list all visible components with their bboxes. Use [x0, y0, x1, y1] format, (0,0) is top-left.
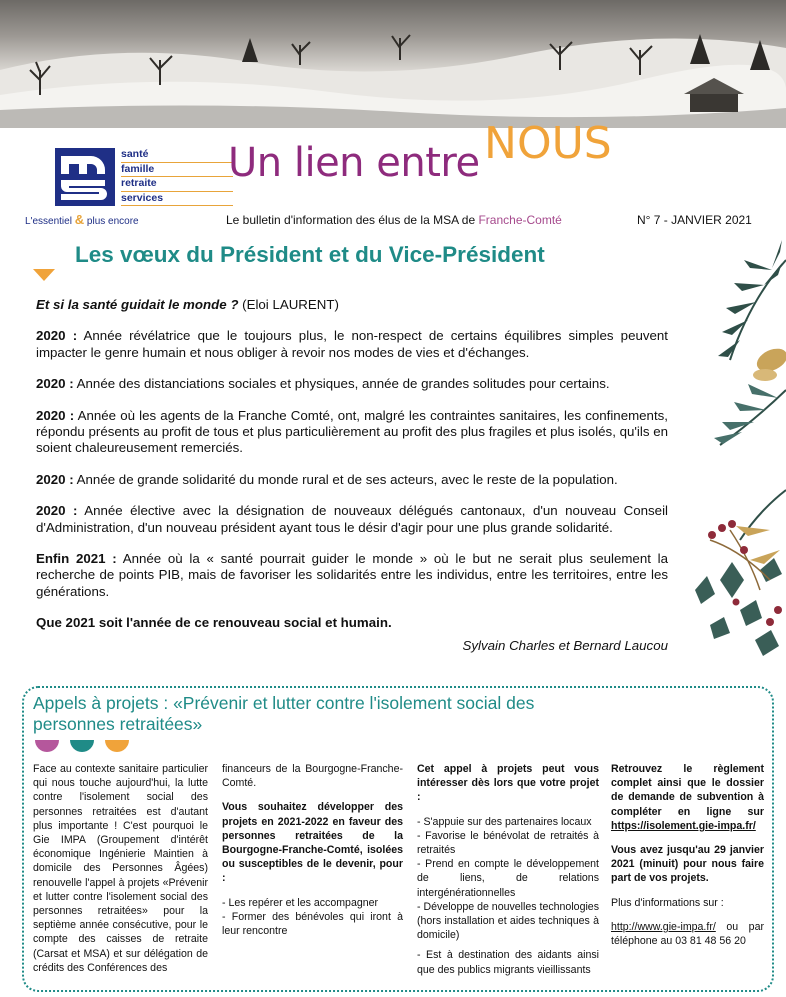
column-bold-text: Retrouvez le règlement complet ainsi que le dossier de demande de subvention à compléter en ligne sur	[611, 763, 764, 818]
msa-logo	[25, 148, 185, 228]
signature: Sylvain Charles et Bernard Laucou	[462, 637, 668, 653]
paragraph	[36, 408, 668, 457]
logo-line: services	[121, 192, 233, 207]
tagline-ampersand: &	[74, 212, 85, 227]
msa-logo-mark	[55, 148, 115, 206]
column-bold-text: Cet appel à projets peut vous intéresser dès lors que votre projet :	[417, 763, 599, 804]
header-banner-image	[0, 0, 786, 128]
tagline-part: plus encore	[86, 216, 139, 227]
list-item: - S'appuie sur des partenaires locaux	[417, 815, 592, 828]
box-column-3	[417, 762, 599, 977]
logo-line: retraite	[121, 177, 233, 192]
article-heading: Les vœux du Président et du Vice-Président	[75, 242, 545, 267]
winter-landscape-illustration	[0, 0, 786, 128]
subtitle-text: Le bulletin d'information des élus de la MSA de	[226, 213, 476, 227]
box-column-1	[33, 762, 208, 975]
paragraph-text: Année élective avec la désignation de nouveaux délégués cantonaux, d'un nouveau Conseil d'Administration, d'un nouveau président ayant tous le désir d'agir pour une plus grande solidarité.	[36, 503, 668, 535]
title-part-1: Un lien entre	[228, 140, 480, 186]
logo-tagline	[25, 212, 185, 227]
box-column-4	[611, 762, 764, 948]
list-item: - Former des bénévoles qui iront à leur rencontre	[222, 910, 403, 938]
list-item: - Les repérer et les accompagner	[222, 896, 379, 909]
paragraph-lead: 2020 :	[36, 376, 74, 392]
phone-text: ou par téléphone au 03 81 48 56 20	[611, 920, 764, 948]
box-column-2	[222, 762, 403, 938]
paragraph	[36, 551, 668, 600]
list-item: - Est à destination des aidants ainsi que des publics migrants vieillissants	[417, 949, 599, 976]
paragraph-lead: Enfin 2021 :	[36, 551, 117, 567]
logo-line: santé	[121, 148, 233, 163]
list-item: - Développe de nouvelles technologies (hors installation et aides techniques à domicile)	[417, 900, 599, 942]
paragraph-lead: 2020 :	[36, 503, 78, 519]
logo-line: famille	[121, 163, 233, 178]
list-item: - Prend en compte le développement de liens, de relations intergénérationnelles	[417, 858, 599, 899]
paragraph	[36, 472, 668, 488]
paragraph-text: Année où les agents de la Franche Comté, ont, malgré les contraintes sanitaires, les confinements, répondu présents au profit de tous et plus particulièrement au profit des plus fragiles et plus isolés, qu'ils en soient chaleureusement remerciés.	[36, 407, 668, 456]
column-bold-text: Vous souhaitez développer des projets en 2021-2022 en faveur des personnes retraitées de la Bourgogne-Franche-Comté, isolées ou susceptibles de le devenir, pour :	[222, 801, 403, 885]
paragraph	[36, 376, 668, 392]
triangle-marker-icon	[33, 269, 55, 281]
article-body	[36, 297, 668, 669]
holly-foliage-illustration	[660, 230, 786, 670]
newsletter-title	[228, 118, 612, 187]
info-text: Plus d'informations sur :	[611, 896, 724, 909]
tagline-part: L'essentiel	[25, 216, 72, 227]
column-text: Face au contexte sanitaire particulier qui nous touche aujourd'hui, la lutte contre l'isolement social des personnes retraitées est d'autant plus importante ! C'est pourquoi le Gie IMPA (Groupement d'intérêt économique Ingénierie Maintien à domicile des Personnes Âgées) renouvelle l'appel à projets «Prévenir et lutter contre l'isolement social des personnes retraitées» pour la septième année consécutive, pour le compte des caisses de retraite (Carsat et MSA) et sur délégation de crédits des Conférences des	[33, 763, 208, 974]
website-link[interactable]: http://www.gie-impa.fr/	[611, 920, 716, 933]
newsletter-subtitle	[226, 213, 562, 227]
paragraph-text: Année révélatrice que le toujours plus, le non-respect de certains équilibres simples peuvent impacter le genre humain et nous obliger à revoir nos modes de vies et d'échanges.	[36, 328, 668, 360]
paragraph-text: Année où la « santé pourrait guider le monde » où le but ne serait plus seulement la recherche de points PIB, mais de favoriser les solidarités entre les individus, entre les territoires, entre les générations.	[36, 551, 668, 599]
paragraph-lead: 2020 :	[36, 471, 74, 487]
box-title: Appels à projets : «Prévenir et lutter contre l'isolement social des personnes retraitées»	[33, 693, 535, 734]
closing-line: Que 2021 soit l'année de ce renouveau social et humain.	[36, 615, 392, 631]
paragraph-text: Année des distanciations sociales et physiques, année de grandes solitudes pour certains.	[73, 376, 610, 392]
deadline-text: Vous avez jusqu'au 29 janvier 2021 (minuit) pour nous faire part de vos projets.	[611, 844, 764, 885]
intro-line	[36, 297, 668, 313]
intro-question: Et si la santé guidait le monde ?	[36, 297, 239, 312]
paragraph-text: Année de grande solidarité du monde rural et de ses acteurs, avec le reste de la population.	[73, 471, 618, 487]
subvention-link[interactable]: https://isolement.gie-impa.fr/	[611, 819, 756, 832]
paragraph	[36, 503, 668, 536]
paragraph-lead: 2020 :	[36, 328, 78, 344]
intro-author: (Eloi LAURENT)	[238, 297, 339, 312]
logo-text-lines	[121, 148, 233, 206]
issue-number: N° 7 - JANVIER 2021	[637, 213, 752, 227]
paragraph-lead: 2020 :	[36, 407, 75, 423]
subtitle-region: Franche-Comté	[478, 213, 562, 227]
title-part-2: NOUS	[484, 118, 612, 169]
list-item: - Favorise le bénévolat de retraités à retraités	[417, 829, 599, 857]
paragraph	[36, 328, 668, 361]
column-text: financeurs de la Bourgogne-Franche-Comté.	[222, 763, 403, 790]
